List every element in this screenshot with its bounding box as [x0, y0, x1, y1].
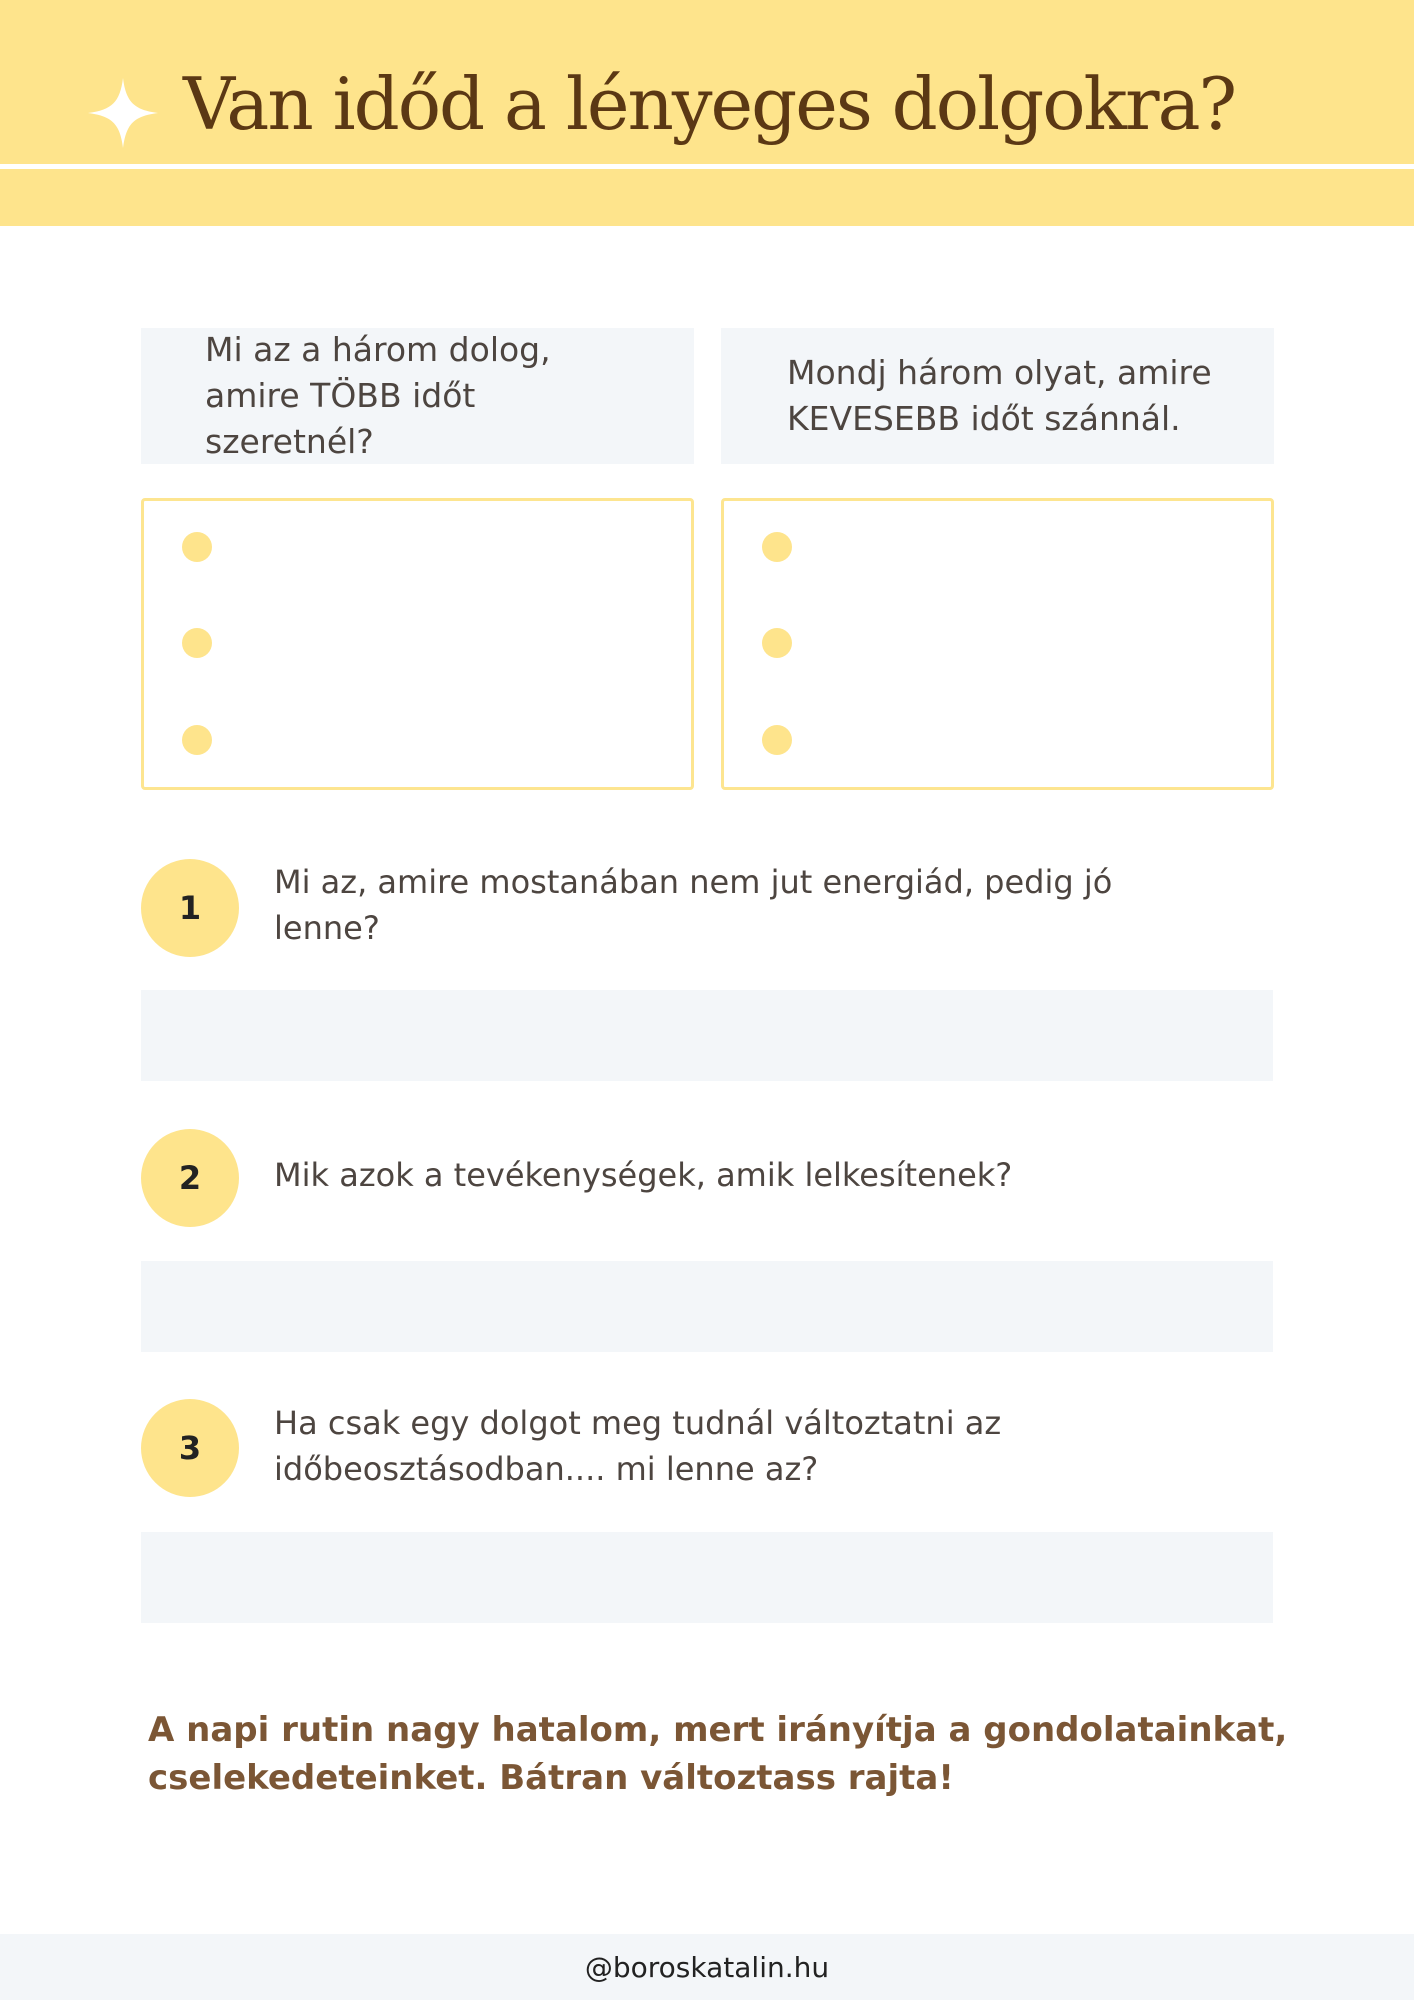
answer-field-3[interactable]: [141, 1532, 1273, 1623]
prompt-line: Mondj három olyat, amire: [787, 353, 1212, 392]
bullet-dot: [762, 725, 792, 755]
sparkle-icon: [88, 78, 158, 148]
more-time-answer-box[interactable]: [141, 498, 694, 790]
question-line: Mik azok a tevékenységek, amik lelkesítenek?: [274, 1156, 1013, 1194]
prompt-line: KEVESEBB időt szánnál.: [787, 399, 1181, 438]
quote-line: cselekedeteinket. Bátran változtass rajta!: [148, 1758, 954, 1798]
question-line: Mi az, amire mostanában nem jut energiád, pedig jó: [274, 863, 1113, 901]
prompt-line: szeretnél?: [205, 422, 374, 461]
less-time-answer-box[interactable]: [721, 498, 1274, 790]
footer-handle: @boroskatalin.hu: [584, 1950, 830, 1984]
prompt-less-time: [721, 328, 1274, 464]
question-text: [274, 859, 1274, 951]
header-divider: [0, 164, 1414, 169]
header-banner: [0, 0, 1414, 226]
question-number-badge: 1: [141, 859, 239, 957]
quote-line: A napi rutin nagy hatalom, mert irányítja a gondolatainkat,: [148, 1710, 1288, 1750]
prompt-more-time: [141, 328, 694, 464]
question-number-badge: 2: [141, 1129, 239, 1227]
question-line: Ha csak egy dolgot meg tudnál változtatni az: [274, 1404, 1002, 1442]
prompt-line: amire TÖBB időt: [205, 376, 476, 415]
bullet-dot: [182, 532, 212, 562]
answer-field-1[interactable]: [141, 990, 1273, 1081]
bullet-dot: [182, 628, 212, 658]
bullet-dot: [182, 725, 212, 755]
answer-field-2[interactable]: [141, 1261, 1273, 1352]
page-title: Van időd a lényeges dolgokra?: [183, 62, 1236, 146]
footer-bar: [0, 1934, 1414, 2000]
question-line: lenne?: [274, 909, 380, 947]
closing-quote: [148, 1706, 1298, 1802]
question-line: időbeosztásodban.... mi lenne az?: [274, 1450, 819, 1488]
question-number-badge: 3: [141, 1399, 239, 1497]
bullet-dot: [762, 628, 792, 658]
prompt-line: Mi az a három dolog,: [205, 330, 551, 369]
question-text: [274, 1152, 1274, 1198]
bullet-dot: [762, 532, 792, 562]
question-text: [274, 1400, 1274, 1492]
